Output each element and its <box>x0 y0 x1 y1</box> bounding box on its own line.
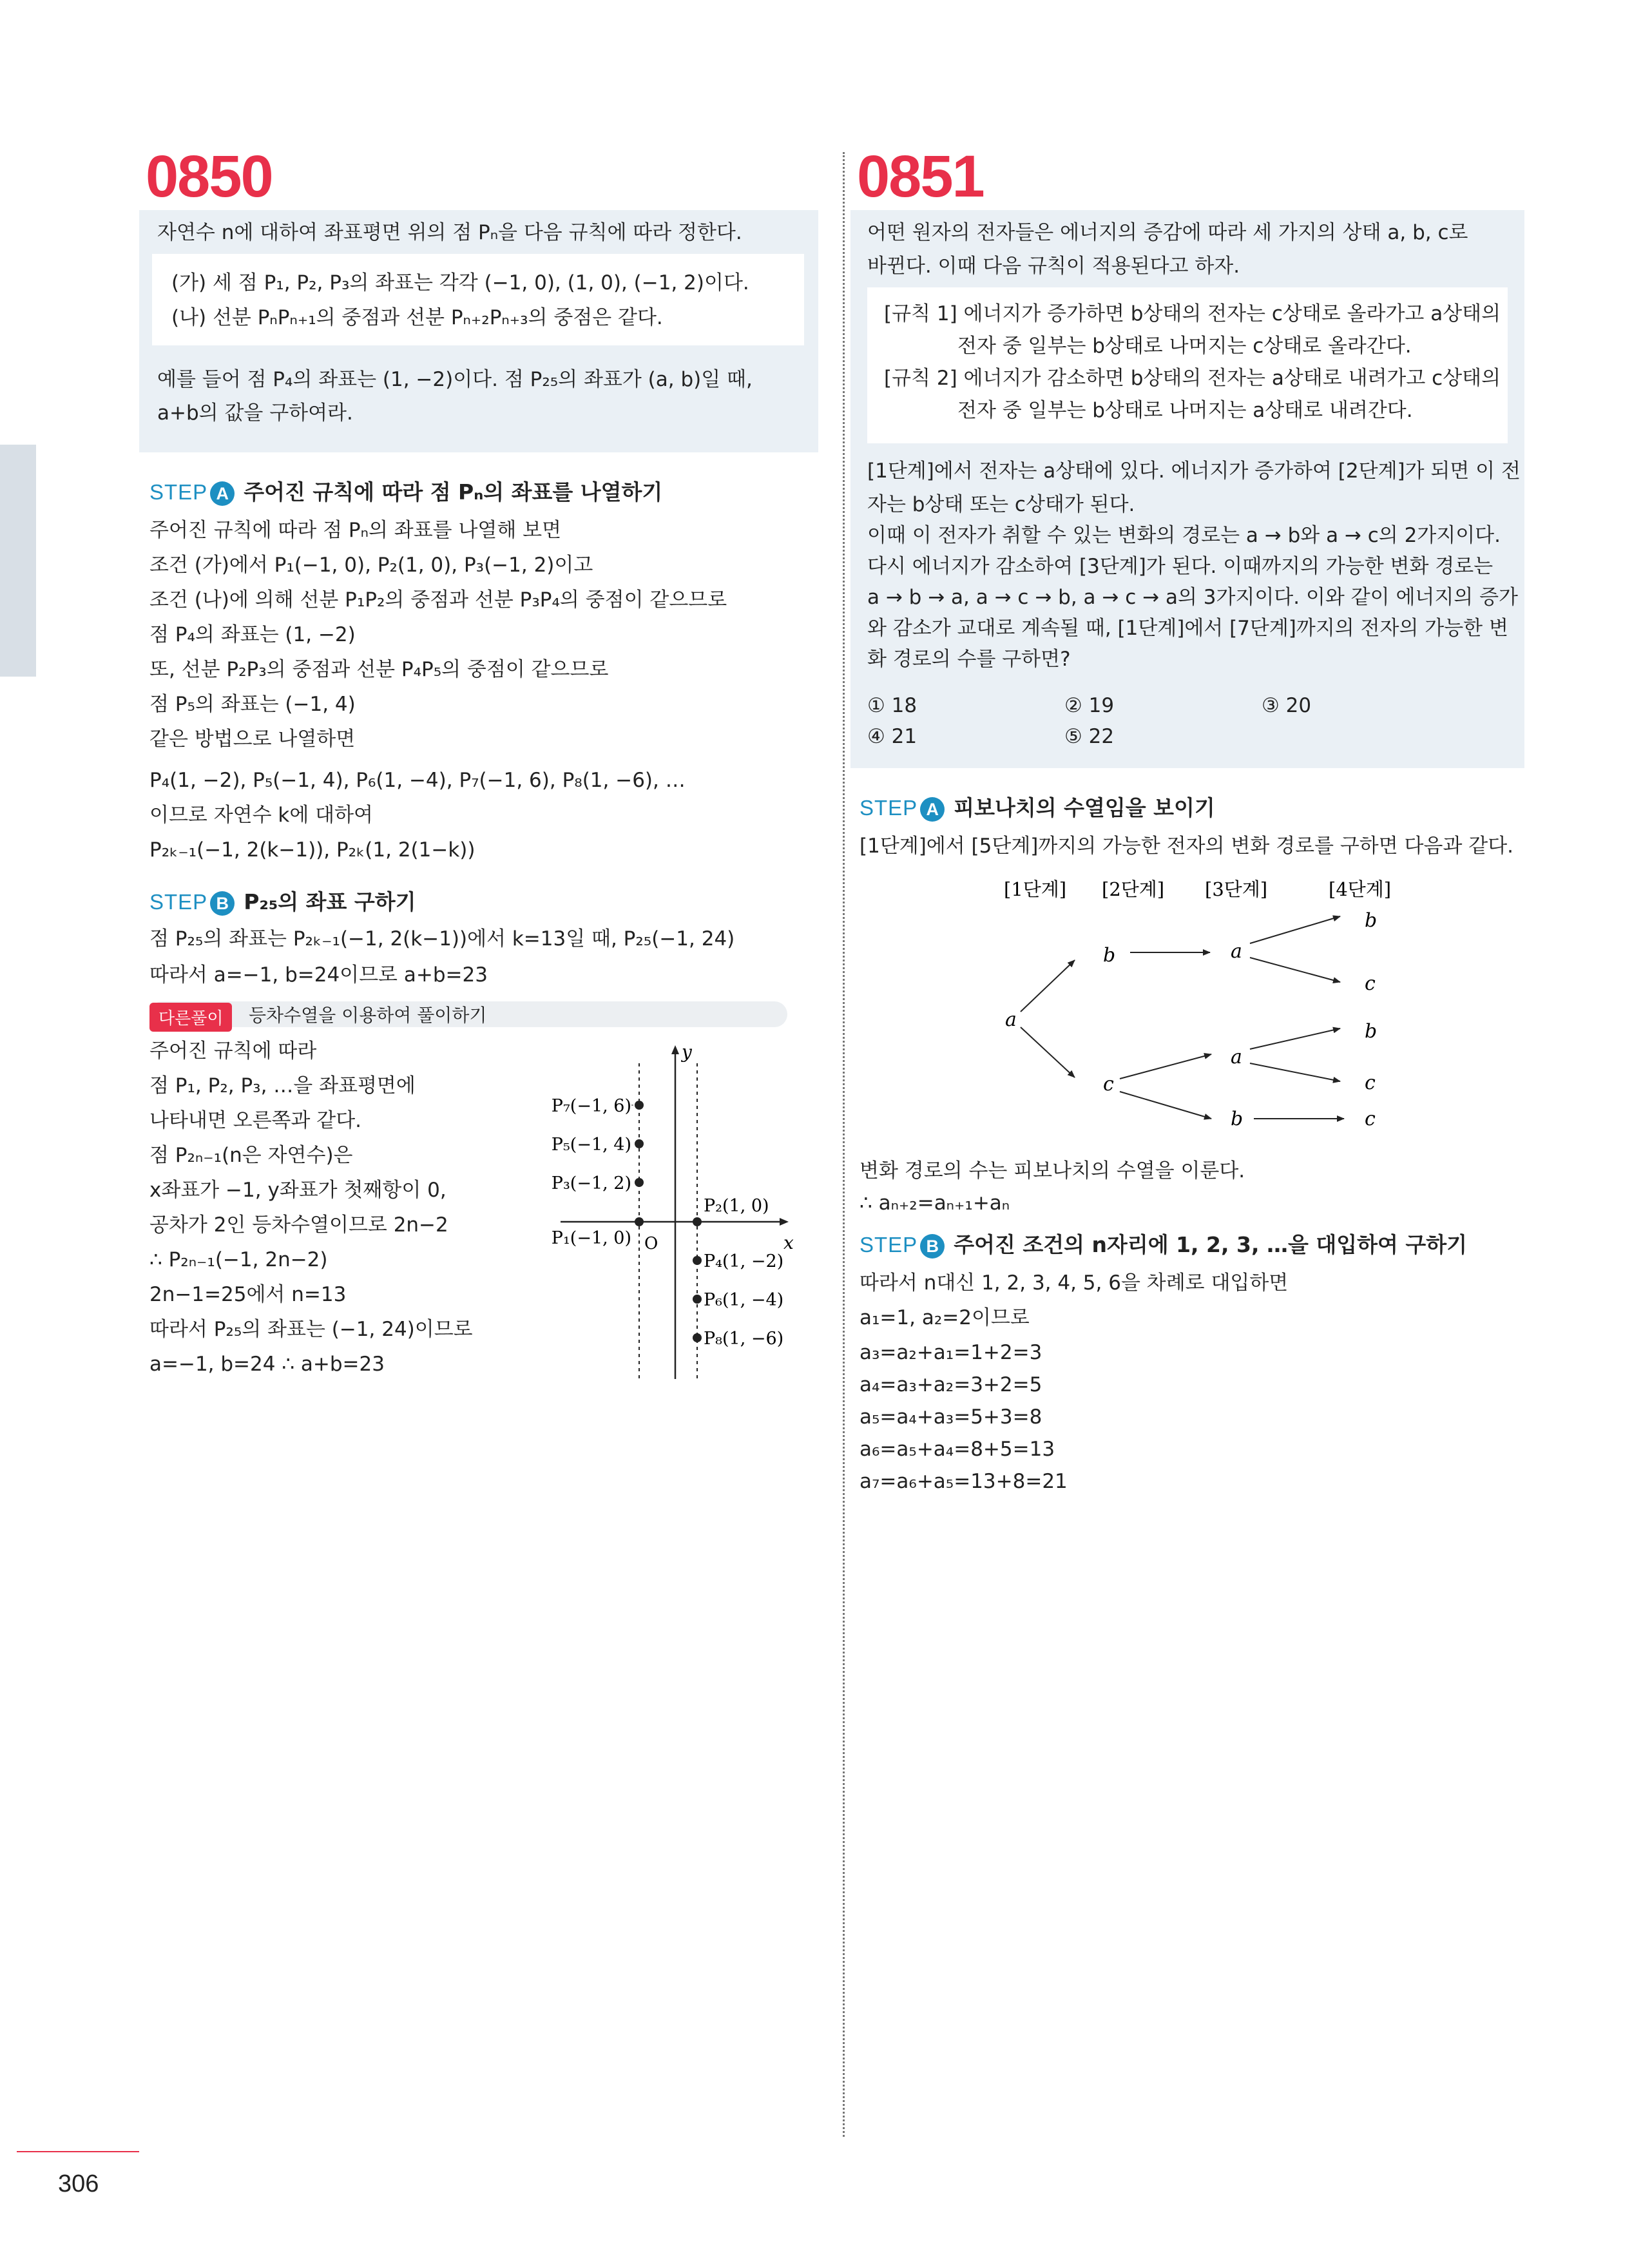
problem-number: 0851 <box>857 144 984 209</box>
alt-line: 점 P₁, P₂, P₃, …을 좌표평면에 <box>149 1074 416 1097</box>
step-a-title: 피보나치의 수열임을 보이기 <box>954 795 1215 820</box>
step-b-title: P₂₅의 좌표 구하기 <box>244 889 416 914</box>
problem-intro: 자연수 n에 대하여 좌표평면 위의 점 Pₙ을 다음 규칙에 따라 정한다. <box>157 221 742 244</box>
edge <box>1120 1054 1211 1079</box>
body-line: a → b → a, a → c → b, a → c → a의 3가지이다. 이와 같이 에너지의 증가 <box>867 586 1518 609</box>
point-p4 <box>693 1256 702 1265</box>
step-b-line: a₁=1, a₂=2이므로 <box>860 1306 1030 1329</box>
alt-solution-badge: 다른풀이 <box>149 1003 232 1032</box>
problem-intro-2: 바뀐다. 이때 다음 규칙이 적용된다고 하자. <box>867 255 1240 278</box>
node-b-lower: b <box>1231 1108 1244 1130</box>
stage-1-label: [1단계] <box>1004 878 1067 900</box>
choice-3: ③ 20 <box>1262 694 1312 717</box>
coordinate-graph <box>528 1044 799 1392</box>
label-p1: P₁(−1, 0) <box>551 1228 631 1248</box>
fibonacci-note: 변화 경로의 수는 피보나치의 수열을 이룬다. <box>860 1159 1245 1182</box>
x-axis-arrow <box>780 1218 789 1226</box>
question-line-1: 예를 들어 점 P₄의 좌표는 (1, −2)이다. 점 P₂₅의 좌표가 (a, b)일 때, <box>157 368 753 391</box>
step-a-line: P₂ₖ₋₁(−1, 2(k−1)), P₂ₖ(1, 2(1−k)) <box>149 838 475 862</box>
choice-5: ⑤ 22 <box>1064 725 1115 748</box>
node-l4-b2: b <box>1365 1020 1378 1043</box>
step-label: STEP <box>860 796 918 820</box>
y-axis-arrow <box>671 1045 679 1054</box>
step-a-line: 이므로 자연수 k에 대하여 <box>149 804 373 827</box>
step-a-line: 점 P₄의 좌표는 (1, −2) <box>149 623 356 646</box>
step-b-circle: B <box>920 1234 945 1259</box>
point-p7 <box>635 1101 644 1110</box>
step-b-title: 주어진 조건의 n자리에 1, 2, 3, …을 대입하여 구하기 <box>954 1232 1468 1257</box>
body-line: 화 경로의 수를 구하면? <box>867 648 1071 671</box>
alt-line: 나타내면 오른쪽과 같다. <box>149 1109 362 1132</box>
origin-label: O <box>644 1234 658 1253</box>
node-c: c <box>1103 1073 1114 1095</box>
alt-line: 공차가 2인 등차수열이므로 2n−2 <box>149 1213 448 1237</box>
rule-na: (나) 선분 PₙPₙ₊₁의 중점과 선분 Pₙ₊₂Pₙ₊₃의 중점은 같다. <box>171 306 663 329</box>
node-l4-b1: b <box>1365 909 1378 932</box>
problem-intro-1: 어떤 원자의 전자들은 에너지의 증감에 따라 세 가지의 상태 a, b, c로 <box>867 221 1468 244</box>
alt-line: x좌표가 −1, y좌표가 첫째항이 0, <box>149 1179 447 1202</box>
step-label: STEP <box>149 890 208 914</box>
alt-line: 따라서 P₂₅의 좌표는 (−1, 24)이므로 <box>149 1318 473 1341</box>
rule-2-line-1: [규칙 2] 에너지가 감소하면 b상태의 전자는 a상태로 내려가고 c상태의 <box>884 367 1501 390</box>
rule-1-line-1: [규칙 1] 에너지가 증가하면 b상태의 전자는 c상태로 올라가고 a상태의 <box>884 302 1501 325</box>
step-a-heading <box>860 791 1215 822</box>
step-a-circle: A <box>210 481 235 506</box>
point-p5 <box>635 1139 644 1148</box>
edge <box>1250 958 1340 982</box>
edge <box>1250 1028 1340 1049</box>
step-a-line: 또, 선분 P₂P₃의 중점과 선분 P₄P₅의 중점이 같으므로 <box>149 658 609 681</box>
column-divider <box>843 152 845 2137</box>
problem-number: 0850 <box>146 144 273 209</box>
transition-tree <box>966 876 1456 1147</box>
step-b-line: 점 P₂₅의 좌표는 P₂ₖ₋₁(−1, 2(k−1))에서 k=13일 때, P₂₅(−1, 24) <box>149 927 735 950</box>
step-b-line: a₇=a₆+a₅=13+8=21 <box>860 1470 1068 1493</box>
rule-box <box>152 254 804 345</box>
step-a-line: [1단계]에서 [5단계]까지의 가능한 전자의 변화 경로를 구하면 다음과 같다. <box>860 834 1513 858</box>
step-label: STEP <box>860 1233 918 1257</box>
page-number: 306 <box>58 2170 99 2197</box>
step-a-line: 조건 (나)에 의해 선분 P₁P₂의 중점과 선분 P₃P₄의 중점이 같으므로 <box>149 588 727 612</box>
body-line: [1단계]에서 전자는 a상태에 있다. 에너지가 증가하여 [2단계]가 되면 이 전 <box>867 459 1521 483</box>
node-l4-c1: c <box>1365 972 1376 995</box>
node-b: b <box>1103 944 1116 967</box>
label-p3: P₃(−1, 2) <box>551 1173 631 1193</box>
step-b-heading <box>860 1228 1467 1259</box>
rule-1-line-2: 전자 중 일부는 b상태로 나머지는 c상태로 올라간다. <box>957 334 1412 358</box>
edge <box>1120 1092 1211 1119</box>
step-b-circle: B <box>210 891 235 916</box>
alt-line: 주어진 규칙에 따라 <box>149 1039 317 1063</box>
alt-line: 점 P₂ₙ₋₁(n은 자연수)은 <box>149 1144 353 1167</box>
chapter-tab <box>0 445 36 677</box>
step-a-heading <box>149 476 662 506</box>
step-a-line: 주어진 규칙에 따라 점 Pₙ의 좌표를 나열해 보면 <box>149 519 562 542</box>
step-label: STEP <box>149 480 208 504</box>
step-b-line: a₆=a₅+a₄=8+5=13 <box>860 1438 1055 1461</box>
node-a-upper: a <box>1231 940 1242 963</box>
step-a-line: 점 P₅의 좌표는 (−1, 4) <box>149 693 356 716</box>
label-p4: P₄(1, −2) <box>704 1251 784 1271</box>
label-p8: P₈(1, −6) <box>704 1329 784 1349</box>
step-b-line: a₄=a₃+a₂=3+2=5 <box>860 1373 1042 1396</box>
edge <box>1021 960 1075 1012</box>
step-b-line: 따라서 n대신 1, 2, 3, 4, 5, 6을 차례로 대입하면 <box>860 1271 1289 1295</box>
stage-2-label: [2단계] <box>1102 878 1165 900</box>
point-p1 <box>635 1217 644 1226</box>
alt-line: a=−1, b=24 ∴ a+b=23 <box>149 1353 385 1376</box>
y-axis-label: y <box>682 1044 692 1063</box>
edge <box>1250 1063 1340 1081</box>
node-a-lower: a <box>1231 1046 1242 1068</box>
step-a-circle: A <box>920 797 945 822</box>
point-p2 <box>693 1217 702 1226</box>
choice-4: ④ 21 <box>867 725 917 748</box>
edge <box>1250 916 1340 943</box>
body-line: 자는 b상태 또는 c상태가 된다. <box>867 493 1135 516</box>
choice-1: ① 18 <box>867 694 917 717</box>
body-line: 이때 이 전자가 취할 수 있는 변화의 경로는 a → b와 a → c의 2가지이다. <box>867 524 1501 547</box>
rule-2-line-2: 전자 중 일부는 b상태로 나머지는 a상태로 내려간다. <box>957 399 1413 422</box>
label-p6: P₆(1, −4) <box>704 1290 784 1310</box>
stage-4-label: [4단계] <box>1329 878 1392 900</box>
stage-3-label: [3단계] <box>1205 878 1268 900</box>
edge <box>1021 1027 1075 1077</box>
rule-ga: (가) 세 점 P₁, P₂, P₃의 좌표는 각각 (−1, 0), (1, 0), (−1, 2)이다. <box>171 271 749 294</box>
node-root-a: a <box>1005 1008 1017 1031</box>
step-a-line: P₄(1, −2), P₅(−1, 4), P₆(1, −4), P₇(−1, 6), P₈(1, −6), … <box>149 769 686 792</box>
step-b-line: a₅=a₄+a₃=5+3=8 <box>860 1405 1042 1429</box>
point-p6 <box>693 1295 702 1304</box>
point-p8 <box>693 1333 702 1342</box>
recurrence: ∴ aₙ₊₂=aₙ₊₁+aₙ <box>860 1191 1010 1215</box>
label-p7: P₇(−1, 6) <box>551 1096 631 1116</box>
choice-2: ② 19 <box>1064 694 1115 717</box>
node-l4-c2: c <box>1365 1072 1376 1094</box>
label-p2: P₂(1, 0) <box>704 1196 769 1216</box>
node-l4-c3: c <box>1365 1108 1376 1130</box>
point-p3 <box>635 1178 644 1187</box>
step-b-line: 따라서 a=−1, b=24이므로 a+b=23 <box>149 963 488 987</box>
question-line-2: a+b의 값을 구하여라. <box>157 401 353 425</box>
step-a-line: 조건 (가)에서 P₁(−1, 0), P₂(1, 0), P₃(−1, 2)이고 <box>149 554 593 577</box>
body-line: 와 감소가 교대로 계속될 때, [1단계]에서 [7단계]까지의 전자의 가능한 변 <box>867 617 1508 640</box>
x-axis-label: x <box>783 1232 794 1253</box>
body-line: 다시 에너지가 감소하여 [3단계]가 된다. 이때까지의 가능한 변화 경로는 <box>867 555 1494 578</box>
page-number-rule <box>17 2151 139 2152</box>
alt-line: ∴ P₂ₙ₋₁(−1, 2n−2) <box>149 1248 328 1271</box>
label-p5: P₅(−1, 4) <box>551 1135 631 1155</box>
alt-line: 2n−1=25에서 n=13 <box>149 1283 347 1306</box>
step-b-heading <box>149 885 416 916</box>
step-a-line: 같은 방법으로 나열하면 <box>149 728 356 751</box>
alt-solution-title: 등차수열을 이용하여 풀이하기 <box>249 1005 487 1026</box>
step-b-line: a₃=a₂+a₁=1+2=3 <box>860 1341 1042 1364</box>
step-a-title: 주어진 규칙에 따라 점 Pₙ의 좌표를 나열하기 <box>244 479 663 505</box>
